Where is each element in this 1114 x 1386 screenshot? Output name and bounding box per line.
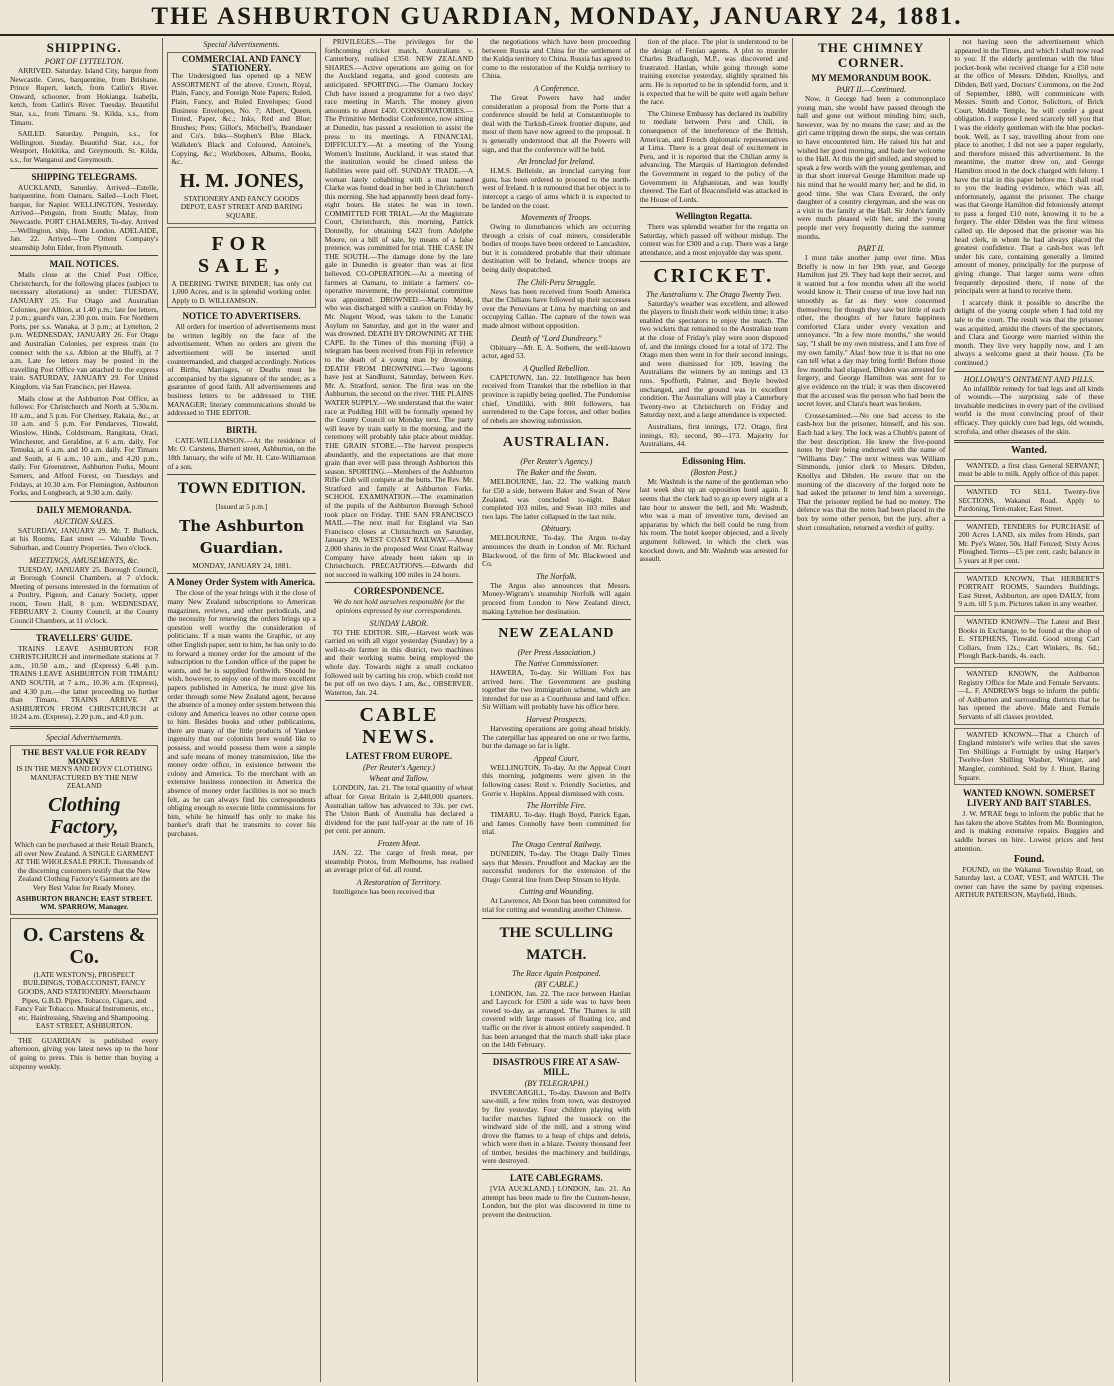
column-4	[478, 38, 635, 1382]
late-cablegrams-text: [VIA AUCKLAND.] LONDON, Jan. 21. An attempt has been made to fire the Custom-house, London, but the plot was discovered in time to prevent the destruction.	[482, 1184, 631, 1219]
divider	[640, 207, 788, 208]
norfolk-heading: The Norfolk.	[536, 571, 577, 581]
sawmill-source: (BY TELEGRAPH.)	[524, 1078, 589, 1088]
wellington-regatta-text: There was splendid weather for the regatta on Saturday, which passed off without mishap. The contest was for £300 and a cup. There was a large attendance, and a most enjoyable day was spent.	[639, 222, 788, 258]
clothing-ad-title: Clothing Factory,	[48, 793, 121, 838]
special-ads-heading: Special Advertisements.	[203, 40, 280, 49]
column-7	[950, 38, 1107, 1382]
edissoning-heading: Edissoning Him.	[681, 455, 746, 466]
baker-heading: The Baker and the Swan.	[516, 468, 597, 478]
nz-source: (Per Press Association.)	[517, 648, 596, 658]
divider	[954, 371, 1103, 372]
divider	[325, 700, 473, 701]
railway-text: DUNEDIN, To-day. The Otago Daily Times says that Messrs. Proudfoot and Mackay are the successful tenderers for the extension of the Otago Central line from Deep Stream to Hyde.	[482, 849, 631, 884]
harvest-heading: Harvest Prospects.	[526, 715, 587, 725]
territory-heading: A Restoration of Territory.	[356, 877, 442, 887]
rebellion-heading: A Quelled Rebellion.	[523, 363, 590, 373]
wellington-regatta-heading: Wellington Regatta.	[675, 211, 752, 222]
appeal-heading: Appeal Court.	[533, 753, 580, 763]
frozen-text: JAN. 22. The cargo of fresh meat, per steamship Protos, from Melbourne, has realised an average price of 6d. all round.	[324, 847, 474, 875]
travellers-heading: TRAVELLERS' GUIDE.	[36, 632, 133, 643]
frozen-heading: Frozen Meat.	[377, 838, 421, 848]
stables-text: J. W. M'RAE begs to inform the public that he has taken the above Stables from Mr. Bonnington, and is making extensive repairs. Buggies and saddle horses on hire. Lowest prices and best attention.	[954, 809, 1104, 853]
cable-source: (Per Reuter's Agency.)	[362, 763, 435, 773]
divider	[482, 1053, 630, 1054]
railway-heading: The Otago Central Railway.	[511, 840, 602, 849]
sunday-labor-text: TO THE EDITOR. SIR,—Harvest work was carried on with all vigor yesterday (Sunday) by a well-to-do farmer in this district, two machines and their working teams being employed the whole day. Towards night a small cockatoo followed suit by carting his crop, which could not be put off on two days. I am, &c., OBSERVER. Waterton, Jan. 24.	[324, 627, 474, 697]
cricket-sub: The Australians v. The Otago Twenty Two.	[646, 289, 782, 299]
divider	[482, 1169, 630, 1170]
carstens-ad	[10, 918, 158, 1034]
divider	[10, 629, 158, 630]
clothing-ad	[10, 745, 158, 915]
conference-heading: A Conference.	[533, 83, 580, 93]
wanted-ad-2: WANTED TO SELL Twenty-five SECTIONS, Wakanui Road. Apply to Pardoning, Tent-maker, East Street.	[954, 485, 1103, 517]
divider	[325, 582, 473, 583]
divider	[954, 440, 1103, 443]
sawmill-text: INVERCARGILL, To-day. Dawson and Bell's saw-mill, a few miles from town, was destroyed by fire yesterday. Four children playing with lucifer matches lighted the tussock on the windward side of the mill, and a strong wind drove the flames to a heap of chips and debris, which were then in a blaze. Twenty thousand feet of timber, besides the machinery and buildings, were destroyed.	[482, 1087, 631, 1166]
notice-heading: NOTICE TO ADVERTISERS.	[182, 311, 301, 322]
holloway-heading: HOLLOWAY'S OINTMENT AND PILLS.	[963, 374, 1095, 384]
masthead: THE ASHBURTON GUARDIAN, MONDAY, JANUARY 24, 1881.	[0, 0, 1114, 36]
telegrams-text: AUCKLAND, Saturday. Arrived—Estelle, barquentine, from Oamaru. Sailed—Loch Fleet, barque, for Napier. WELLINGTON, Yesterday. Arrived—Penguin, from South; Malay, from Newcastle. PORT CHALMERS, To-day. Arrived—Wellington, ship, from London. ADELAIDE, Jan. 22. Arrived—The Orient Company's steamship John Elder, from Plymouth.	[10, 182, 159, 252]
conference-text: The Great Powers have had under consideration a proposal from the Porte that a conference should be held at Constantinople to deal with the Turkish-Greek frontier dispute, and most of them have now agreed to the proposal. It is generally understood that all the Powers will sign, and that the conference will be held.	[482, 92, 631, 154]
wanted-ad-7: WANTED KNOWN—That a Church of England minister's wife writes that she saves Ten Shillings a Fortnight by using Harper's Twelve-feet Shilling Washer, Wringer, and Mangler, combined. Sold by J. Hunt, Baring Square.	[954, 728, 1103, 786]
meetings-heading: MEETINGS, AMUSEMENTS, &c.	[29, 555, 140, 565]
divider	[10, 168, 158, 169]
column-6	[793, 38, 950, 1382]
obituary-text: MELBOURNE, To-day. The Argus to-day announces the death in London of Mr. Richard Blackwood, of the firm of Mr. Blackwood and Co.	[482, 533, 631, 569]
travellers-text: TRAINS LEAVE ASHBURTON FOR CHRISTCHURCH and intermediate stations at 7 a.m., 10.50 a.m., and (Express) 6.48 p.m. TRAINS LEAVE ASHBURTON FOR TIMARU AND SOUTH, at 7 a.m., 10.36 a.m. (Express), and 4.30 p.m.—the latter proceeding no further than Timaru. TRAINS ARRIVE AT ASHBURTON FROM CHRISTCHURCH at 10.24 a.m. (Express), 2.20 p.m., and 4.0 p.m.	[10, 643, 159, 722]
clothing-ad-text: IS IN THE MEN'S AND BOYS' CLOTHING MANUFACTURED BY THE NEW ZEALAND	[16, 764, 153, 791]
divider	[482, 428, 630, 429]
column-5	[636, 38, 793, 1382]
divider	[167, 421, 315, 422]
daily-memoranda-heading: DAILY MEMORANDA.	[36, 504, 132, 515]
col5-text-2: The Chinese Embassy has declared its inability to mediate between Peru and Chili, in consequence of the interference of the British, American, and French diplomatic representatives at Lima. There is a great deal of excitement in Peru, and it is reported that the Chilian army is advancing. The Marquis of Hartington defended the Government in regard to the policy of the Government in Afghanistan, and was loudly cheered. The Earl of Beaconsfield was attacked in the House of Lords.	[639, 108, 788, 204]
edissoning-text: Mr. Washtub is the name of the gentleman who last week shot up an opposition hotel again. It seems that the clerk had to go up every night at a late hour to answer the bell, and Mr. Washtub, who was a man of inventive turn, devised an apparatus by which the bell could be rung from his room. The hotel keeper objected, and a lively argument followed, in which the clerk was knocked down, and Mr. Washtub was arrested for assault.	[639, 476, 788, 564]
birth-heading: BIRTH.	[226, 424, 258, 435]
ironclad-text: H.M.S. Belleisle, an ironclad carrying four guns, has been ordered to proceed to the north-west of Ireland. It is rumoured that her object is to intercept a cargo of arms which it is expected to be landed on the coast.	[482, 166, 631, 210]
story-text-3: Crossexamined.—No one had access to the cash-box but the prisoner, himself, and his son. Each had a key. The lock was a Chubb's patent of the best description. He knew the five-pound notes by their being endorsed with the name of "Williams Day." The next witness was William Simmonds, junior clerk to Messrs. Dibden, Knollys and Dibden. He swore that on the morning of the discovery of the forged note he had asked the prisoner to lend him a sovereign. That the prisoner replied he had no money. The defence was that the notes had been placed in the box by some other person, but the jury, after a short consultation, returned a verdict of guilty.	[796, 410, 946, 532]
wanted-ad-3: WANTED, TENDERS for PURCHASE of 200 Acres LAND, six miles from Hinds, part Mr. Pye's Water, 50s. Half Fenced; Sixty Acres Ploughed. Terms—£5 per cent. cash; balance in 5 years at 8 per cent.	[954, 520, 1103, 569]
commissioner-text: HAWERA, To-day. Sir William Fox has arrived here. The Government are pushing together the two immigration scheme, which are intended for use as a Courthouse and land office. Sir William will probably have his office here.	[482, 668, 631, 712]
columns	[6, 38, 1108, 1382]
divider	[10, 255, 158, 256]
guardian-notice: THE GUARDIAN is published every afternoon, giving you latest news up to the hour of going to press. This is better than buying a sixpenny weekly.	[10, 1035, 159, 1071]
wanted-ad-6: WANTED KNOWN, the Ashburton Registry Office for Male and Female Servants.—L. F. ANDREWS begs to inform the public of Ashburton and surrounding districts that he has opened the above. Male and Female Servants of all classes provided.	[954, 667, 1103, 725]
chili-text: News has been received from South America that the Chilians have followed up their successes over the Peruvians at Lima by marching on and occupying Callao. The capture of the town was made almost without opposition.	[482, 286, 631, 331]
paper-name: The Ashburton Guardian.	[179, 516, 305, 557]
wanted-heading: Wanted.	[1011, 445, 1047, 457]
divider	[10, 501, 158, 502]
special-ads-heading: Special Advertisements.	[46, 733, 123, 742]
mail-text-2: Mails close at the Ashburton Post Office, as follows: For Christchurch and North at 5.30a.m. 10 a.m., and 5 p.m. For Chertsey, Rakaia, &c., at 10 a.m. and 5 p.m. For Pendarves, Tinwald, Winslow, Hinds, Coldstream, Rangitata, Orari, Winchester, and Geraldine, at 6 a.m. daily. For Temuka, at 6 a.m. and 10 a.m. daily. For Timaru and South, at 6 a.m., 10 a.m., and 4.20 p.m., daily. For Greenstreet, Ashburton Forks, Mount Somers, and Alford Forest, on Tuesdays and Fridays, at 10.30 a.m. For Flemington, Ashburton Forks, and Longbeach, at 9.30 a.m. daily.	[10, 393, 159, 498]
divider	[167, 474, 315, 475]
auctions-heading: AUCTION SALES.	[53, 516, 115, 526]
wanted-ad-5: WANTED KNOWN—The Latest and Best Books in Exchange, to be found at the shop of E. STEPHENS, Tinwald. Good strong Cart Collars, from 12s.; Cart Winkers, 8s. 6d.; Plough Back-bands, 4s. each.	[954, 615, 1103, 664]
cutting-text: At Lawrence, Ah Doon has been committed for trial for cutting and wounding another Chinese.	[482, 896, 631, 914]
auctions-text: SATURDAY, JANUARY 29. Mr. T. Bullock, at his Rooms, East street — Valuable Town, Suburban, and Country Properties. Two o'clock.	[10, 525, 159, 552]
mail-text: Mails close at the Chief Post Office, Christchurch, for the following places (subject to necessary alterations) as under: TUESDAY, JANUARY 25. For Otago and Australian Colonies, per Albion, at 1.40 p.m.; late fee letters, 2 p.m.; guard's van, 2.30 p.m. train. For Northern Ports, per s.s. Wanaka, at 3 p.m.; at Lyttelton, 2 p.m. WEDNESDAY, JANUARY 26. For Otago and Australian Colonies, per express train (to connect with the s.s. Albion at the Bluff), at 7 a.m. Late fee letters may be posted in the travelling Post Office van attached to the express train. SATURDAY, JANUARY 29. For United Kingdom, via San Francisco, per Hawea.	[10, 270, 159, 391]
dundreary-heading: Death of "Lord Dundreary."	[511, 333, 602, 343]
jones-text: STATIONERY AND FANCY GOODS DEPOT, EAST STREET AND BARING SQUARE.	[180, 193, 303, 220]
telegrams-heading: SHIPPING TELEGRAMS.	[31, 171, 137, 182]
clothing-ad-address: ASHBURTON BRANCH: EAST STREET. WM. SPARROW, Manager.	[16, 893, 153, 912]
cricket-scores: Australians, first innings, 172. Otago, first innings, 83; second, 90—173. Majority for Australians, 44.	[639, 421, 788, 449]
port-heading: PORT OF LYTTELTON.	[44, 57, 124, 66]
carstens-ad-text: (LATE WESTON'S), PROSPECT BUILDINGS, TOBACCONIST, FANCY GOODS, AND STATIONERY. Meerschaum Pipes, G.B.D. Pipes. Tobacco, Cigars, and Fancy Fair Tobacco. Musical Instruments, etc., etc. Hairdressing, Shaving and Shampooing. EAST STREET, ASHBURTON.	[14, 969, 154, 1031]
australian-source: (Per Reuter's Agency.)	[520, 457, 593, 467]
story-text-1: Now, it George had been a commonplace young man, she would have passed through the hall and gone out without minding him; such, however, was by no means the case; and as the girl came tripping down the steps, she was certain to have encountered him. He raised his hat and wished her good morning, and bade her welcome to the Hall. At this the girl smiled, and stopped to speak a few words with the young gentleman, and in that short interval George Hamilton made up his mind that he would marry her; and he did, in good time. She was Clara Everard, the only daughter of a country clergyman, and she was on a visit to the family at the Hall. Sir John's family were much pleased with her, and the young people met very frequently during the summer months.	[796, 94, 946, 241]
sculling-heading: THE SCULLING MATCH.	[499, 924, 614, 963]
correspondence-note: We do not hold ourselves responsible for the opinions expressed by our correspondents.	[333, 597, 465, 615]
stables-heading: WANTED KNOWN. SOMERSET LIVERY AND BAIT STABLES.	[962, 788, 1096, 809]
horrible-fire-heading: The Horrible Fire.	[526, 801, 587, 811]
sunday-labor-heading: SUNDAY LABOR.	[369, 618, 429, 628]
for-sale-ad	[167, 227, 315, 309]
jones-name: H. M. JONES,	[179, 169, 304, 192]
cricket-heading: CRICKET.	[653, 264, 775, 287]
edissoning-source: (Boston Post.)	[690, 467, 737, 477]
date-line: MONDAY, JANUARY 24, 1881.	[192, 560, 291, 570]
correspondence-heading: CORRESPONDENCE.	[353, 586, 445, 597]
dundreary-text: Obituary—Mr. E. A. Sothern, the well-known actor, aged 53.	[482, 342, 631, 361]
notice-text: All orders for insertion of advertisements must be written legibly on the face of the advertisement. When no orders are given the advertisement will be inserted until countermanded, and charged accordingly. Notices of Births, Marriages, or Deaths must be accompanied by the signature of the sender, as a guarantee of good faith. All advertisements and business letters to be addressed to THE MANAGER; literary communications should be addressed to THE EDITOR.	[167, 322, 316, 418]
norfolk-text: The Argus also announces that Messrs. Money-Wigram's steamship Norfolk will again proceed from London to New Zealand direct, making Lyttelton her destination.	[482, 580, 631, 616]
divider	[640, 261, 788, 262]
holloway-text: An infallible remedy for bad legs and all kinds of wounds.—The surprising sale of these invaluable medicines in every part of the civilised world is the most convincing proof of their efficacy. They quickly cure bad legs, old wounds, scrofula, and other diseases of the skin.	[954, 383, 1104, 436]
for-sale-text: A DEERING TWINE BINDER; has only cut 1,000 Acres, and is in splendid working order. Apply to D. WILLIAMSON.	[171, 278, 312, 305]
carstens-ad-title: O. Carstens & Co.	[22, 923, 146, 968]
cable-sub: LATEST FROM EUROPE.	[345, 751, 453, 762]
stationery-ad	[167, 52, 315, 224]
column-2	[163, 38, 320, 1382]
clothing-ad-heading: THE BEST VALUE FOR READY MONEY	[21, 747, 147, 766]
chili-heading: The Chili-Peru Struggle.	[516, 277, 597, 287]
australian-heading: AUSTRALIAN.	[502, 435, 610, 451]
column-3	[321, 38, 478, 1382]
chimney-corner-heading: THE CHIMNEY CORNER.	[818, 40, 925, 70]
sailed-text: SAILED. Saturday. Penguin, s.s., for Wellington. Sunday. Beautiful Star, s.s., for Westport, Hokitika, and Greymouth. St. Kilda, s.s., for Wanganui and Greymouth.	[10, 129, 159, 164]
memorandum-heading: MY MEMORANDUM BOOK.	[811, 73, 931, 83]
found-heading: Found.	[1013, 854, 1045, 866]
territory-text: Intelligence has been received that	[332, 886, 435, 896]
harvest-text: Harvesting operations are going ahead briskly. The caterpillar has appeared on one or two farms, but the damage so far is light.	[482, 724, 631, 751]
sawmill-heading: DISASTROUS FIRE AT A SAW-MILL.	[492, 1056, 620, 1077]
found-text: FOUND, on the Wakanui Township Road, on Saturday last, a COAT, VEST, and WATCH. The owner can have the same by paying expenses. ARTHUR PATERSON, Mayfield, Hinds.	[954, 864, 1104, 900]
cricket-text: Saturday's weather was excellent, and allowed the players to finish their work within time; it also enabled the spectators to enjoy the match. The two wickets that remained to the Australian team at the close of Friday's play were soon disposed of, and the innings closed for a total of 172. The Otago men then went in for their second innings, and were dismissed for 109, leaving the Australians the winners by an innings and 13 runs. Spofforth, Palmer, and Boyle bowled unchanged, and the ground was in excellent condition. The Australians will play a Canterbury Twenty-two at Christchurch on Friday and Saturday next, and a large attendance is expected.	[639, 298, 788, 420]
cable-news-heading: CABLE NEWS.	[359, 704, 439, 749]
clothing-ad-body: Which can be purchased at their Retail Branch, all over New Zealand. A SINGLE GARMENT AT THE WHOLESALE PRICE. Thousands of the discerning customers testify that the New Zealand Clothing Factory's Garments are the Very Best Value for Ready Money.	[14, 839, 154, 892]
part-heading-2: PART II.	[857, 244, 885, 254]
lead-heading: A Money Order System with America.	[168, 577, 315, 588]
appeal-text: WELLINGTON, To-day. At the Appeal Court this morning, judgments were given in the following cases: Reid v. Friendly Societies, and Gorrie v. Hopkins. Appeal dismissed with costs.	[482, 762, 631, 798]
part-heading: PART II.—Continued.	[836, 85, 906, 94]
story-text-2: I must take another jump over time. Miss Briefly is now in her 19th year, and George Hamilton just 29. They had kept their secret, and it wanted but a few months when all the world would know it. Their course of true love had run smoothly as far as they were concerned themselves; for though they saw but little of each other, the thoughts of her future happiness comforted Clara under every vexation and annoyance. "In a few more months," she would say, "I shall be my own mistress, and I am free of my own family." Alas! how true it is that no one can tell what a day may bring forth! Before those few months had elapsed, Dibden was arrested for forgery, and George Hamilton was sent for to give evidence on the trial; it was then discovered that the accused was the person who had been the secret lover, and Clara's heart was broken.	[796, 253, 946, 409]
story-ending: I scarcely think it possible to describe the delight of the young couple when I had told my tale to the court. The result was that the prisoner was acquitted, amidst the cheers of the spectators, and Clara and George were married within the month. They live very happily now, and I am always a welcome guest at their house. (To be continued.)	[954, 297, 1104, 367]
mail-heading: MAIL NOTICES.	[49, 259, 119, 270]
troops-heading: Movements of Troops.	[521, 213, 592, 223]
birth-text: CATE-WILLIAMSON.—At the residence of Mr. O. Carstens, Burnett street, Ashburton, on the 18th January, the wife of Mr. H. Cate-Williamson of a son.	[167, 435, 316, 471]
wanted-ad-1: WANTED, a first class General SERVANT; must be able to milk. Apply office of this paper.	[954, 459, 1103, 482]
shipping-heading: SHIPPING.	[46, 40, 122, 55]
briefs-text: PRIVILEGES.—The privileges for the forthcoming cricket match, Australians v. Canterbury, realised £350. NEW ZEALAND SHARES.—Active operations are going on for the Auckland regatta, and good contests are anticipated. SPORTING.—The Oamaru Jockey Club have issued a programme for a two days' race meeting in March. The money given amounts to about £450. CONSERVATORIES.—The Primitive Methodist Conference, now sitting at Dunedin, has passed a resolution to assist the press to its meetings. A FINANCIAL DIFFICULTY.—At a meeting of the Young Women's Institute, Auckland, it was stated that the institution would be closed unless the liabilities were paid off. SUNDAY TRADE.—A woman lately cohabiting with a man named Clarke was found dead in her bed in Christchurch this morning. She had apparently been dead forty-eight hours. He states he was in town. COMMITTED FOR TRIAL.—At the Magistrate Court, Christchurch, this morning, Patrick Donnelly, for obtaining £423 from Adolphe Moore, on a bill of sale, by means of a false pretence, was committed for trial. THE CASE IN THE SOUTH.—The damage done by the late gale in Dunedin is greater than was at first believed. CO-OPERATION.—At a meeting of farmers at Oamaru, to initiate a farmers' co-operative movement, the provisional committee was appointed. DROWNED.—Martin Monk, who was discharged with a caution on Friday by Mr. Nugent Wood, was taken to the Lunatic Asylum on Saturday, and got in the water and was drowned. DEATH BY DROWNING AT THE CAPE. In the Times of this morning (Fiji) a telegram has been received from Fiji in reference to the death of a young man by drowning. DEATH FROM DROWNING.—Two lagoons have just at Sandhurst, Saturday, between Kev. Mr. A. Stratford, senior. The first was on the Ashburton, the second on the river. THE PLAINS WATER SUPPLY.—We understand that the water race at Pudding Hill will be formally opened by the County Council on Monday next. The party will leave by train early in the morning, and the ceremony will probably take place about midday. THE GRAIN STORE.—The harvest prospects abundantly, and the expectations are that more grain than ever will pass through Ashburton this season. SPORTING.—Members of the Ashburton Rifle Club will compete at the butts. The Rev. Mr. Stratford and family at Ashburton Forks. SCHOOL EXAMINATION.—The examination of the pupils of the Ashburton Borough School took place on Friday. THE SAN FRANCISCO MAIL.—The next mail for England via San Francisco closes at Christchurch on Saturday, January 29. WEST COAST RAILWAY.—About 2,000 shares in the proposed West Coast Railway Company have already been taken up in Christchurch. PRECAUTIONS.—Edwards did not succeed in walking 100 miles in 24 hours.	[324, 38, 474, 579]
for-sale-heading: FOR SALE,	[197, 232, 286, 277]
meetings-text: TUESDAY, JANUARY 25. Borough Council, at Borough Council Chambers, at 7 o'clock. Meeting of persons interested in the formation of a Poultry, Pigeon, and Canary Society, upper room, Town Hall, 8 p.m. WEDNESDAY, FEBRUARY 2. County Council, at the County Council Chambers, at 11 o'clock.	[10, 564, 159, 626]
lead-text: The close of the year brings with it the close of many New Zealand subscriptions to American magazines, reviews, and other periodicals, and the necessity for renewing the orders brings up a question well worthy the consideration of politicians. If a man wants the Graphic, or any other English paper, sent to him, he has only to do to forward a money order for the amount of the subscription to the London office of the paper he wants, and he is supplied forthwith. Should he wish, however, to enjoy one of the more excellent papers published in America, he must give his order through some New Zealand agent, because the absence of a money order system between this colony and America leaves no other course open to him. Besides books and other publications, there are many of the little products of Yankee ingenuity that our colonists here would like to possess, and would possess them were a simple and safe means of money transmission, like the money order office, in existence between the colony and America. To the merchant with an extensive business connection in America the absence of money order facilities is not so much felt, as he can always find his correspondents obliging enough to execute little commissions for him, while he himself has only to make his banker's draft that he transmits to cover his purchases.	[167, 588, 316, 838]
divider	[482, 918, 630, 919]
column-1	[6, 38, 163, 1382]
town-edition-sub: [Issued at 5 p.m.]	[215, 502, 268, 512]
stationery-ad-heading: COMMERCIAL AND FANCY STATIONERY.	[181, 54, 302, 73]
wheat-heading: Wheat and Tallow.	[369, 774, 429, 784]
divider	[482, 619, 630, 620]
town-edition-heading: TOWN EDITION.	[177, 480, 306, 498]
new-zealand-heading: NEW ZEALAND	[498, 626, 615, 642]
sculling-sub: The Race Again Postponed.	[512, 968, 601, 978]
col5-text-1: tion of the place. The plot is understood to be the design of Fenian agents. A plot to murder Charles Bradlaugh, M.P., was discovered and frustrated. Hanlan, while going through some training exercise yesterday, slightly sprained his arm. He is reported to be in splendid form, and it is expected that he will be quite well again before the race.	[639, 38, 788, 107]
arrived-text: ARRIVED. Saturday. Island City, barque from Newcastle. Ceres, barquentine, from Brisbane. Prince Rupert, ketch, from Catlin's River. Onward, schooner, from Hokianga. Isabella, ketch, from Catlin's River. Tuesday. Beautiful Star, s.s., from Timaru. St. Kilda, s.s., from Timaru.	[10, 66, 159, 127]
sculling-source: (BY CABLE.)	[534, 979, 578, 989]
baker-text: MELBOURNE, Jan. 22. The walking match for £50 a side, between Baker and Swan of New Zealand, was concluded to-night. Baker completed 103 miles, and Swan 103 miles and two laps. The latter collapsed in the last mile.	[482, 477, 631, 521]
stationery-ad-text: The Undersigned has opened up a NEW ASSORTMENT of the above. Crown, Royal, Plain, Fancy, and Foreign Note Papers; Ruled, Plain, Fancy, and Ruled Envelopes; Good Business Envelopes, No. 7; Albert, Queen, Tinted, Paper, &c.; Inks, Red and Blue; Brushes; Pens; Gillot's, Mitchell's, Brandauer and Co's. Inks—Stephen's Blue Black, Walkden's Black and Coloured, Antoine's, Copying, &c.; Workboxes, Albums, Books, &c.	[171, 71, 312, 167]
troops-text: Owing to disturbances which are occurring through a crisis of coal miners, considerable bodies of troops have been ordered to Lancashire, but it is considered probable that their ultimate destination will be Ireland, whence troops are being daily despatched.	[482, 222, 631, 275]
story-continued: not having seen the advertisement which appeared in the Times, and which I shall now read to you: If the elderly gentleman with the blue pocket-book who received change for a £50 note at the office of Messrs. Dibden, Knollys, and Dibden, Bell yard, Doctors' Commons, on the 2nd of September, 1880, will communicate with Messrs. Smith and Cottor, Solicitors, of Brick Court, Middle Temple, he will confer a great obligation. I suppose I need scarcely tell you that I was the elderly gentleman with the blue pocket-book. Well, as I say, travelling about from one place to another, I did not see a paper regularly, and therefore missed this advertisement. In the meantime, the matter drew on, and George Hamilton stood in the dock charged with felony. I have the trial in this paper before me. I shall read to you the leading evidence, which was all, unfortunately, against the prisoner. The charge was that George Hamilton did feloniously attempt to pass a forged £10 note, knowing it to be a forgery. The elder Dibden was the first witness called up. He deposed that the prisoner was his head clerk, in whom he had always placed the greatest confidence. That a cash-box was left under his care, containing generally a limited amount of money, principally for the purpose of giving change. That larger sums were often frequently deposited there, if none of the principals were at hand to receive them.	[954, 38, 1104, 296]
commissioner-heading: The Native Commissioner.	[514, 659, 599, 669]
rebellion-text: CAPETOWN, Jan. 22. Intelligence has been received from Transkei that the rebellion in that province is rapidly being quelled. The Pondomise chief, Umdiliki, with 800 followers, has surrendered to the Cape forces, and other bodies of rebels are showing submission.	[482, 372, 631, 425]
divider	[640, 452, 788, 453]
sculling-text: LONDON, Jan. 22. The race between Hanlan and Laycock for £500 a side was to have been rowed to-day, as arranged. The Thames is still covered with large masses of floating ice, and traffic on the river is almost entirely suspended. It has been arranged that the match shall take place on the 14th February.	[482, 988, 631, 1050]
cutting-heading: Cutting and Wounding.	[519, 887, 594, 897]
col4-text-1: the negotiations which have been proceeding between Russia and China for the settlement of the Kuldja territory to China. Russia has agreed to come to the restoration of the Kuldja territory to China.	[482, 38, 631, 81]
divider	[167, 573, 315, 574]
divider	[10, 726, 158, 729]
obituary-heading: Obituary.	[541, 524, 572, 534]
horrible-fire-text: TIMARU, To-day. Hugh Boyd, Patrick Egan, and James Connolly have been committed for trial.	[482, 810, 631, 837]
ironclad-heading: An Ironclad for Ireland.	[518, 157, 595, 167]
wanted-ad-4: WANTED KNOWN, That HERBERT'S PORTRAIT ROOMS, Saunders Buildings, East Street, Ashburton, are open DAILY, from 9 a.m. till 5 p.m. Pictures taken in any weather.	[954, 572, 1103, 612]
wheat-text: LONDON, Jan. 21. The total quantity of wheat afloat for Great Britain is 2,440,000 quarters. Australian tallow has advanced to 33s. per cwt. The Union Bank of Australia has declared a dividend for the past half-year at the rate of 16 per cent. per annum.	[324, 783, 474, 836]
late-cablegrams-heading: LATE CABLEGRAMS.	[509, 1173, 603, 1184]
